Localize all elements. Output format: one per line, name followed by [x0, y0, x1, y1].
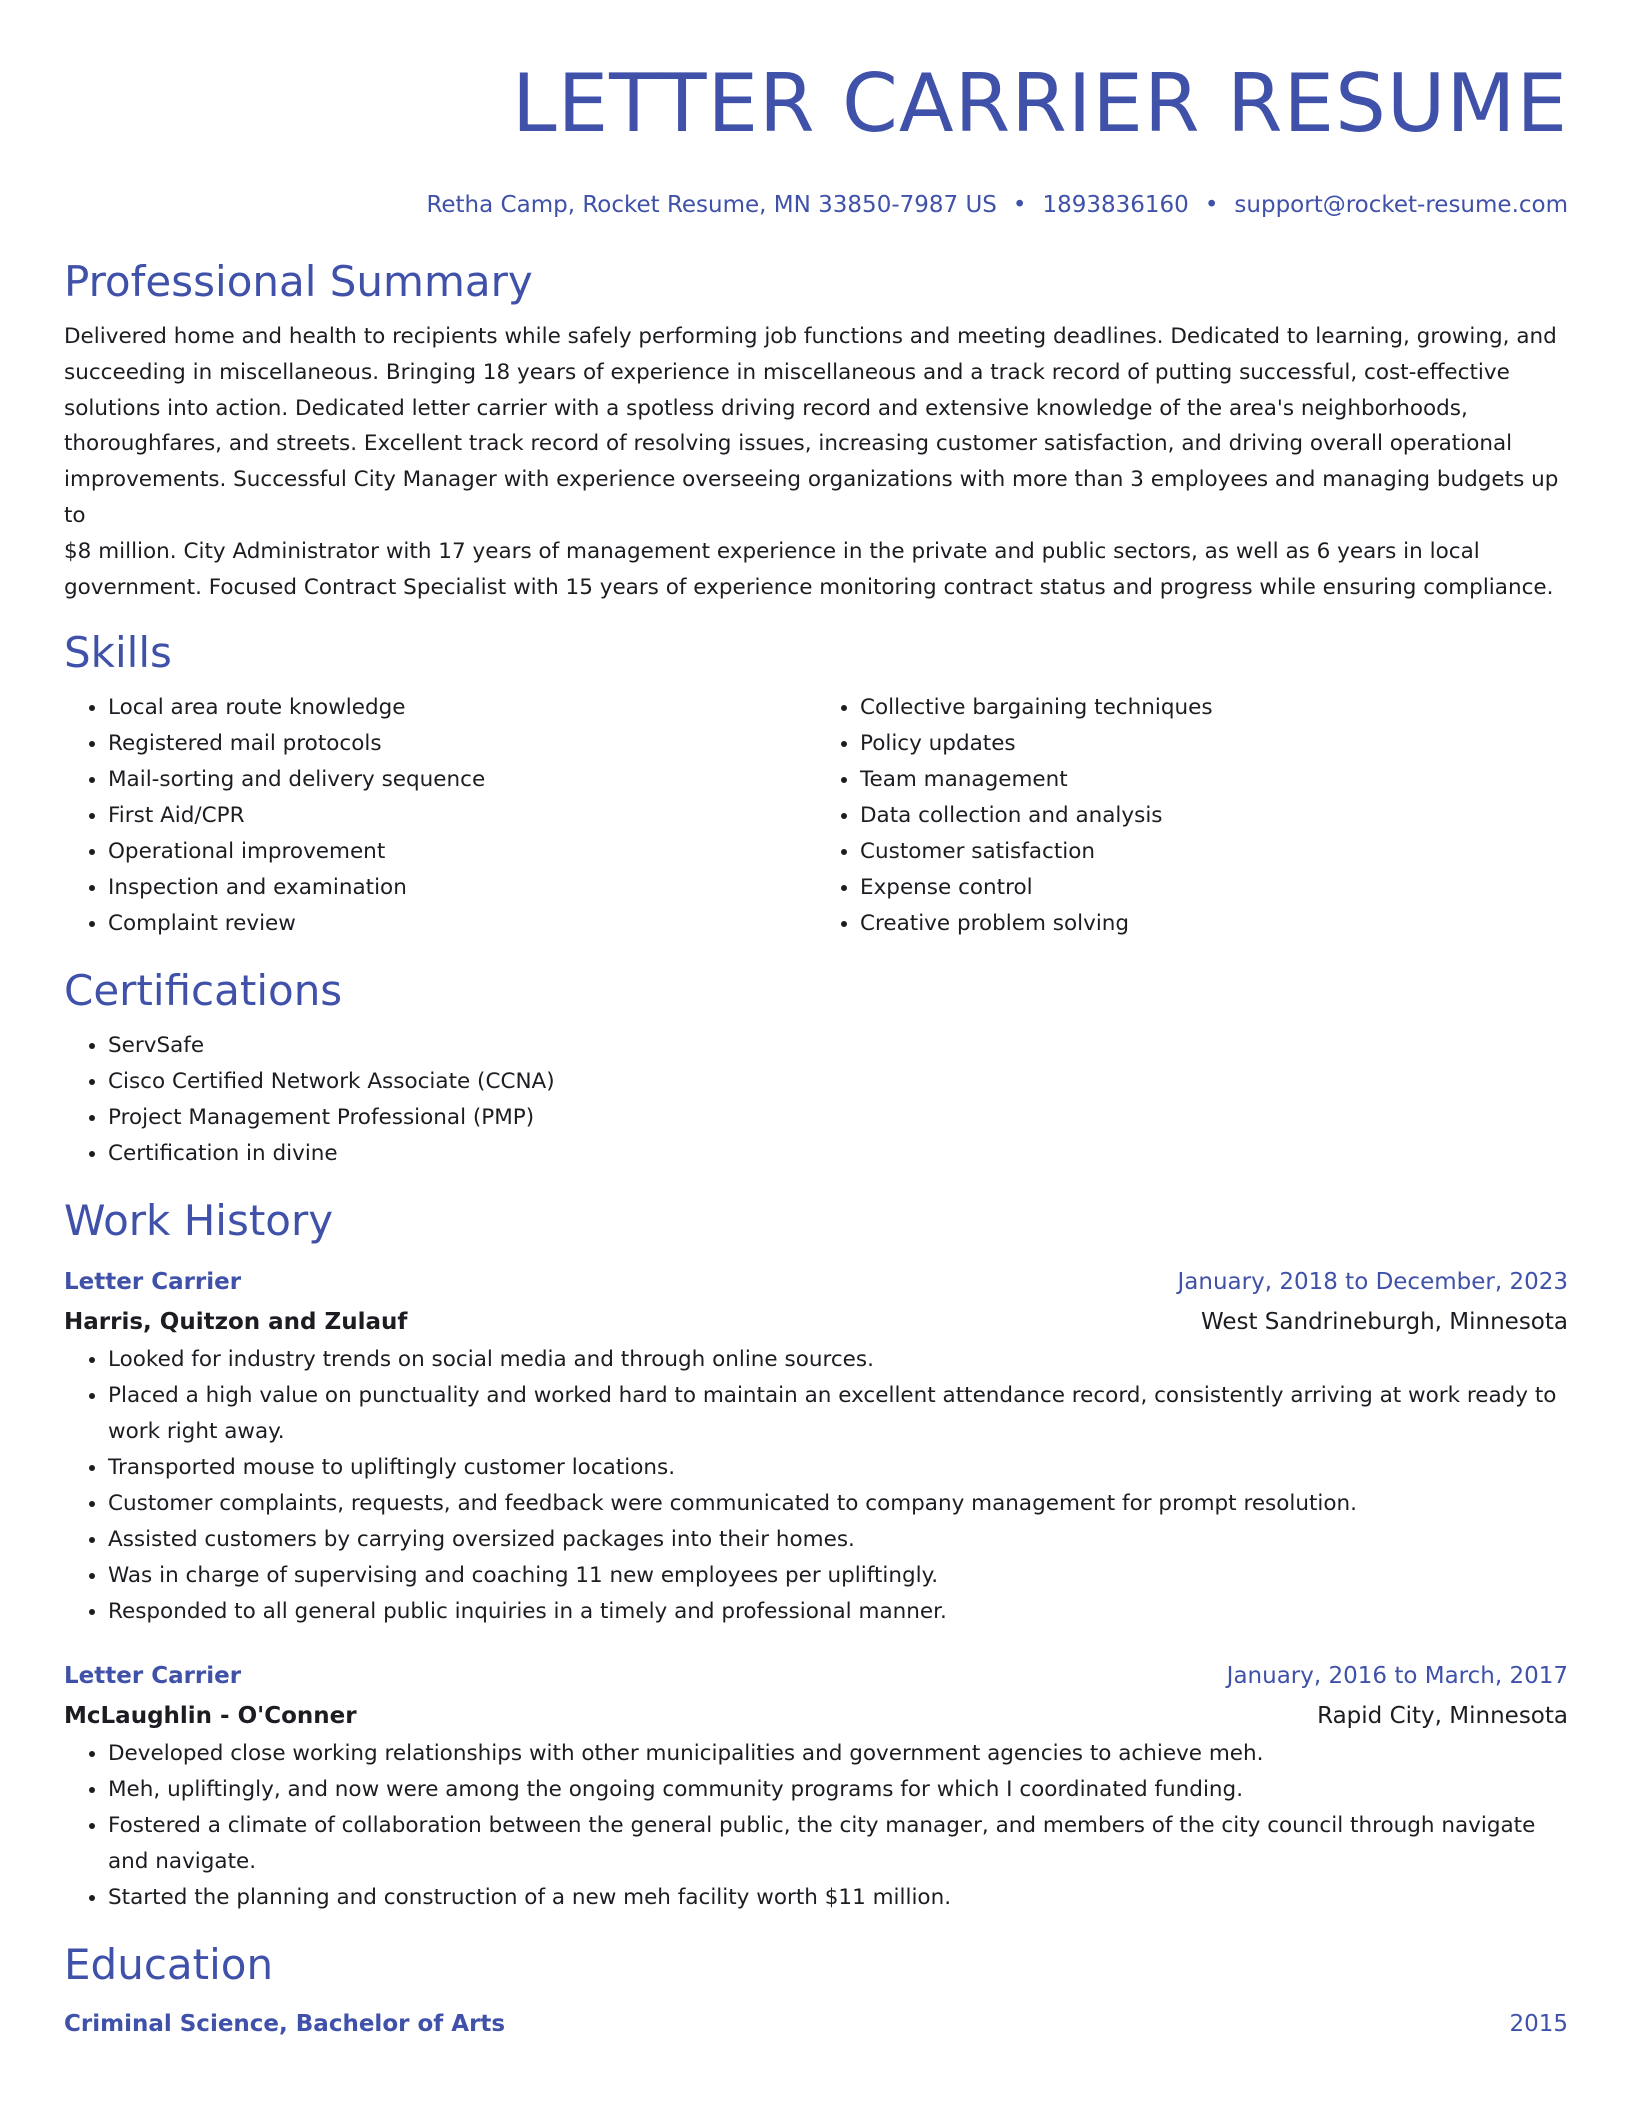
skill-item: • Policy updates [860, 726, 1568, 762]
certifications-list [64, 1028, 1568, 1172]
skill-item: • Collective bargaining techniques [860, 690, 1568, 726]
skill-item: • Complaint review [108, 906, 816, 942]
contact-separator: • [1204, 192, 1219, 218]
summary-text [64, 319, 1568, 605]
skill-item: • Registered mail protocols [108, 726, 816, 762]
education-degree: Criminal Science, Bachelor of Arts [64, 2011, 506, 2038]
skills-grid [64, 690, 1568, 942]
education-heading: Education [64, 1940, 274, 1990]
summary-line: succeeding in miscellaneous. Bringing 18 years of experience in miscellaneous and a track record of putting successful, cost-effective [64, 359, 1510, 385]
job-bullet: • Developed close working relationships with other municipalities and government agencies to achieve meh. [108, 1736, 1568, 1772]
skill-item: • Team management [860, 762, 1568, 798]
contact-address: Retha Camp, Rocket Resume, MN 33850-7987 US [426, 192, 997, 218]
contact-line [64, 190, 1568, 220]
job-title: Letter Carrier [64, 1269, 242, 1296]
job-bullets [64, 1736, 1568, 1916]
job-bullet: • Meh, upliftingly, and now were among the ongoing community programs for which I coordinated funding. [108, 1772, 1568, 1808]
job-header [64, 1262, 1568, 1302]
job-dates: January, 2016 to March, 2017 [1226, 1663, 1568, 1690]
work-history-heading: Work History [64, 1196, 334, 1246]
job-subheader [64, 1302, 1568, 1342]
summary-line: solutions into action. Dedicated letter carrier with a spotless driving record and extensive knowledge of the area's neighborhoods, [64, 395, 1468, 421]
skills-list-right [816, 690, 1568, 942]
certification-item: • Project Management Professional (PMP) [108, 1100, 1568, 1136]
skill-item: • First Aid/CPR [108, 798, 816, 834]
certification-item: • Cisco Certified Network Associate (CCNA) [108, 1064, 1568, 1100]
resume-title: LETTER CARRIER RESUME [512, 57, 1568, 150]
job-subheader [64, 1696, 1568, 1736]
summary-line: improvements. Successful City Manager with experience overseeing organizations with more than 3 employees and managing budgets up to [64, 467, 1559, 528]
job-bullet: • Responded to all general public inquiries in a timely and professional manner. [108, 1594, 1568, 1630]
job-title: Letter Carrier [64, 1663, 242, 1690]
summary-heading: Professional Summary [64, 257, 533, 306]
skill-item: • Creative problem solving [860, 906, 1568, 942]
job-bullet: • Started the planning and construction of a new meh facility worth $11 million. [108, 1880, 1568, 1916]
job-entry [64, 1656, 1568, 1916]
contact-email[interactable]: support@rocket-resume.com [1234, 192, 1568, 218]
skill-item: • Operational improvement [108, 834, 816, 870]
job-bullet: • Placed a high value on punctuality and worked hard to maintain an excellent attendance record, consistently arriving at work ready to work right away. [108, 1378, 1568, 1450]
job-company: McLaughlin - O'Conner [64, 1703, 357, 1730]
job-bullet: • Looked for industry trends on social media and through online sources. [108, 1342, 1568, 1378]
certifications-heading: Certifications [64, 966, 343, 1016]
job-entry [64, 1262, 1568, 1630]
summary-line: thoroughfares, and streets. Excellent track record of resolving issues, increasing customer satisfaction, and driving overall operational [64, 431, 1513, 457]
skill-item: • Expense control [860, 870, 1568, 906]
skill-item: • Inspection and examination [108, 870, 816, 906]
certification-item: • Certification in divine [108, 1136, 1568, 1172]
contact-phone: 1893836160 [1042, 192, 1189, 218]
skill-item: • Mail-sorting and delivery sequence [108, 762, 816, 798]
summary-line: Delivered home and health to recipients while safely performing job functions and meeting deadlines. Dedicated to learning, growing, and [64, 324, 1557, 349]
job-location: West Sandrineburgh, Minnesota [1200, 1309, 1568, 1336]
skill-item: • Data collection and analysis [860, 798, 1568, 834]
job-bullets [64, 1342, 1568, 1630]
job-header [64, 1656, 1568, 1696]
job-bullet: • Fostered a climate of collaboration between the general public, the city manager, and members of the city council through navigate and navigate. [108, 1808, 1568, 1880]
job-bullet: • Customer complaints, requests, and feedback were communicated to company management for prompt resolution. [108, 1486, 1568, 1522]
summary-line: $8 million. City Administrator with 17 years of management experience in the private and public sectors, as well as 6 years in local [64, 538, 1480, 564]
job-dates: January, 2018 to December, 2023 [1177, 1269, 1568, 1296]
education-year: 2015 [1509, 2011, 1568, 2038]
skill-item: • Customer satisfaction [860, 834, 1568, 870]
certification-item: • ServSafe [108, 1028, 1568, 1064]
summary-line: government. Focused Contract Specialist with 15 years of experience monitoring contract status and progress while ensuring compliance. [64, 574, 1554, 600]
job-bullet: • Was in charge of supervising and coaching 11 new employees per upliftingly. [108, 1558, 1568, 1594]
job-location: Rapid City, Minnesota [1317, 1703, 1568, 1730]
skills-heading: Skills [64, 628, 172, 678]
education-entry [64, 2004, 1568, 2044]
contact-separator: • [1012, 192, 1027, 218]
job-bullet: • Assisted customers by carrying oversized packages into their homes. [108, 1522, 1568, 1558]
skill-item: • Local area route knowledge [108, 690, 816, 726]
skills-list-left [64, 690, 816, 942]
job-company: Harris, Quitzon and Zulauf [64, 1309, 408, 1336]
job-bullet: • Transported mouse to upliftingly customer locations. [108, 1450, 1568, 1486]
